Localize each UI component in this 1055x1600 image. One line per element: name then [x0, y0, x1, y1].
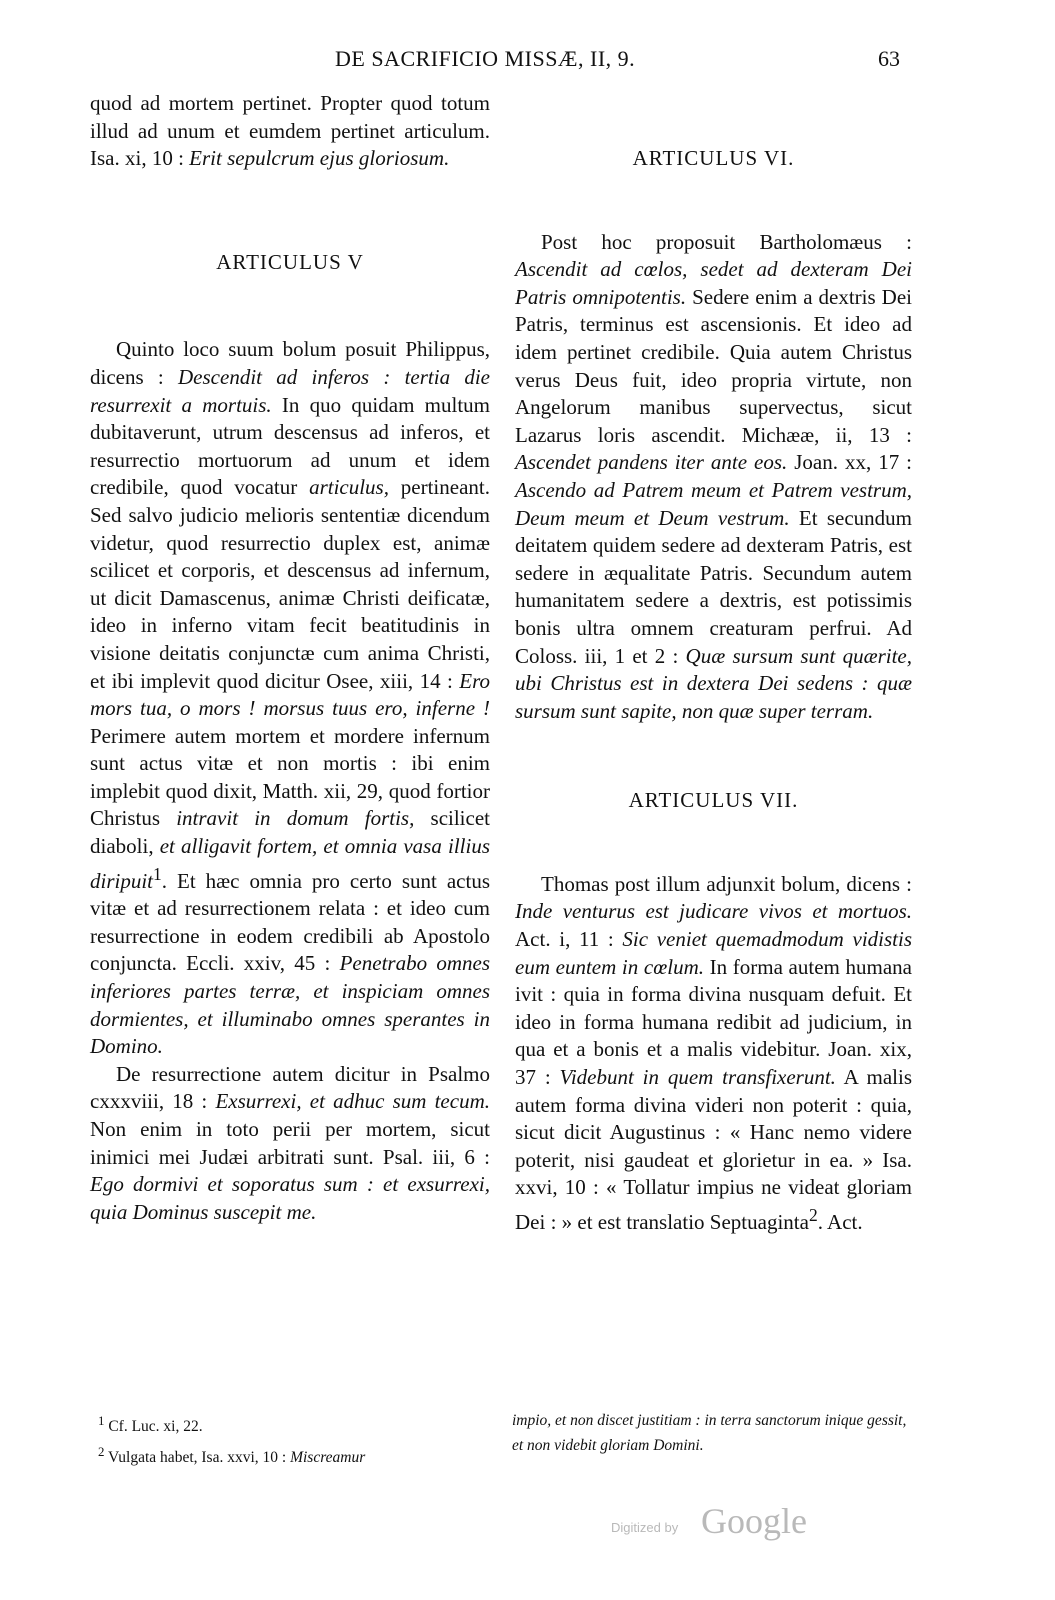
paragraph-continuation — [90, 90, 490, 173]
google-logo: Google — [701, 1501, 807, 1541]
text: . Et hæc omnia pro certo sunt actus vitæ et ad resurrectionem relata : et ideo cum resurrectione in eodem credibili ab Apostolo conjuncta. Eccli. xxiv, 45 : — [90, 868, 490, 976]
scripture-quote: Ascendit ad cœlos, sedet ad dexteram Dei Patris omnipotentis. — [515, 257, 912, 309]
scripture-quote: intravit in domum fortis, — [176, 806, 415, 831]
scripture-quote: Ego dormivi et soporatus sum : et exsurrexi, quia Dominus suscepit me. — [90, 1172, 490, 1224]
footnote-text: Vulgata habet, Isa. xxvi, 10 : — [104, 1449, 291, 1467]
page-header — [0, 46, 1055, 76]
text: Perimere autem mortem et mordere infernum sunt actus vitæ et non mortis : ibi enim implebit quod dixit, Matth. xii, 29, quod fortior Christus — [90, 723, 490, 831]
scripture-quote: Quæ sursum sunt quærite, ubi Christus est in dextera Dei sedens : quæ sursum sunt sapite, non quæ super terram. — [515, 643, 913, 723]
text: Thomas post illum adjunxit bolum, dicens : — [541, 871, 912, 896]
footnote-ref: 2 — [808, 1205, 818, 1225]
term: articulus, — [309, 475, 389, 500]
footnote-2-continuation: impio, et non discet justitiam : in terra sanctorum inique gessit, et non videbit gloriam Domini. — [512, 1412, 907, 1454]
scripture-quote: Inde venturus est judicare vivos et mortuos. — [515, 899, 912, 924]
text: Post hoc proposuit Bartholomæus : — [541, 229, 912, 254]
scripture-quote: Ero mors tua, o mors ! morsus tuus ero, inferne ! — [90, 668, 490, 721]
footnote-mark: 2 — [98, 1444, 105, 1460]
text: Quinto loco suum bolum posuit Philippus, dicens : — [90, 337, 490, 389]
digitized-by-watermark — [611, 1500, 831, 1544]
scripture-quote: et alligavit fortem, et omnia vasa illius diripuit — [90, 834, 491, 893]
footnotes-left — [98, 1408, 493, 1470]
text: pertineant. Sed salvo judicio melioris sententiæ dicendum videtur, quod resurrectio duplex est, animæ scilicet et corporis, et descensus ad infernum, ut dicit Damascenus, animæ Christi deificatæ, ideo in inferno vitam fecit beatitudinis in visione deitatis conjunctæ cum anima Christi, et ibi implevit quod dicitur Osee, xiii, 14 : — [90, 475, 490, 693]
scripture-quote: Exsurrexi, et adhuc sum tecum. — [215, 1089, 490, 1114]
paragraph-articulus-vii — [515, 871, 912, 1237]
footnote-mark: 1 — [98, 1413, 105, 1428]
heading-articulus-v: ARTICULUS V — [216, 249, 364, 274]
spacer — [515, 173, 912, 229]
spacer — [515, 815, 912, 871]
text: In forma autem humana ivit : quia in forma divina nusquam defuit. Et ideo in forma humana redibit ad judicium, in qua et a bonis et a malis videbitur. Joan. xix, 37 : — [515, 954, 912, 1090]
heading-articulus-vii: ARTICULUS VII. — [628, 788, 799, 813]
footnote-1 — [98, 1408, 493, 1439]
text: . Act. — [817, 1210, 863, 1234]
footnote-2 — [98, 1439, 493, 1470]
footnote-quote: Miscreamur — [290, 1449, 366, 1467]
text: A malis autem forma divina videri non poterit : quia, sicut dicit Augustinus : « Hanc nemo videre poterit, nisi gaudeat et glorietur in ea. » Isa. xxvi, 10 : « Tollatur impius ne videat gloriam Dei : » et est translatio Septuaginta — [515, 1065, 912, 1234]
text: De resurrectione autem dicitur in Psalmo cxxxviii, 18 : — [90, 1061, 490, 1114]
text: quod ad mortem pertinet. Propter quod totum illud ad unum et eumdem pertinet articulum. Isa. xi, 10 : — [90, 91, 490, 171]
scripture-quote: Ascendo ad Patrem meum et Patrem vestrum, Deum meum et Deum vestrum. — [515, 477, 912, 530]
spacer — [90, 173, 490, 249]
text: Act. i, 11 : — [515, 927, 623, 952]
paragraph-resurrection — [90, 1061, 490, 1227]
scripture-quote: Videbunt in quem transfixerunt. — [559, 1065, 836, 1090]
watermark-prefix: Digitized by — [611, 1520, 679, 1535]
page-number: 63 — [878, 46, 900, 71]
footnote-ref: 1 — [153, 863, 162, 884]
scripture-quote: Descendit ad inferos : tertia die resurrexit a mortuis. — [90, 364, 491, 417]
spacer — [90, 276, 490, 336]
scripture-quote: Erit sepulcrum ejus gloriosum. — [189, 146, 450, 171]
text: scilicet diaboli, — [90, 806, 490, 859]
scripture-quote: Penetrabo omnes inferiores partes terræ, et inspiciam omnes dormientes, et illuminabo omnes sperantes in Domino. — [90, 951, 490, 1059]
scripture-quote: Ascendet pandens iter ante eos. — [515, 450, 788, 475]
left-column — [90, 90, 490, 1226]
text: Sedere enim a dextris Dei Patris, terminus est ascensionis. Et ideo ad idem pertinet credibile. Quia autem Christus verus Deus fuit, ideo propria virtute, non Angelorum manibus supervectus, sicut Lazarus loris ascendit. Michææ, ii, 13 : — [515, 284, 913, 447]
footnote-text: Cf. Luc. xi, 22. — [104, 1418, 203, 1436]
heading-articulus-vi: ARTICULUS VI. — [632, 146, 795, 170]
right-column — [515, 145, 912, 1237]
spacer — [515, 725, 912, 787]
paragraph-articulus-v — [90, 336, 490, 1060]
text: Joan. xx, 17 : — [787, 450, 912, 475]
footnotes-right — [512, 1408, 912, 1458]
text: Non enim in toto perii per mortem, sicut inimici mei Judæi arbitrati sunt. Psal. iii, 6 : — [90, 1117, 490, 1169]
paragraph-articulus-vi — [515, 229, 912, 726]
running-title: DE SACRIFICIO MISSÆ, II, 9. — [335, 46, 636, 71]
text: Et secundum deitatem quidem sedere ad dexteram Patris, est sedere in æqualitate Patris. Secundum autem humanitatem sedere a dextris, est potissimis bonis ultra omnem creaturam perfrui. Ad Coloss. iii, 1 et 2 : — [515, 505, 912, 668]
text: In quo quidam multum dubitaverunt, utrum descensus ad inferos, et resurrectio mortuorum ad unum et idem credibile, quod vocatur — [90, 392, 490, 500]
scripture-quote: Sic veniet quemadmodum vidistis eum euntem in cœlum. — [515, 927, 913, 979]
